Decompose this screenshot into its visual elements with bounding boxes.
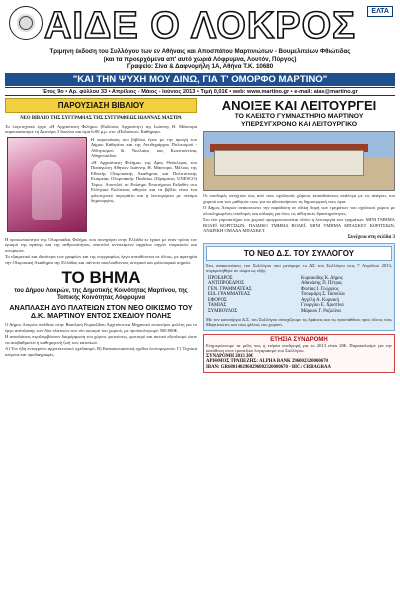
board-intro: Στις ανακοινώσεις του Συλλόγου που μετέφερε το ΔΣ του Συλλόγου στις 7 Απριλίου 2013, συγκροτήθηκε σε σώμα ως εξής:: [206, 262, 392, 273]
elta-logo: ΕΛΤΑ: [367, 6, 393, 17]
member-name: Αγγέλη Α. Κυριακή: [301, 297, 339, 303]
member-name: Φωτίας Ι. Γεώργιος: [301, 286, 339, 292]
book-feature: [5, 137, 197, 237]
vima-body-2: Η αναπλάσεις περιλαμβάνουν διαμόρφωση του χώρου, φυτεύσεις, φωτισμό και αστικό εξοπλισμό ώστε να αναβαθμιστεί η καθημερινή ζωή των κατοίκων.: [5, 334, 197, 345]
subscription-box: [203, 334, 395, 374]
gymnasium-photo: [203, 131, 395, 191]
gym-headline: ΑΝΟΙΞΕ ΚΑΙ ΛΕΙΤΟΥΡΓΕΙ: [221, 98, 377, 113]
subscription-amount: ΣΥΝΔΡΟΜΗ 2013 20€: [206, 353, 254, 359]
book-body-3: Η προσωπικότητα της Ολυμπιάδας Φιλήμα, που συνηγόρει στην Ελλάδα κι έχασε με έναν τρόπο τον ορισμό της αγάπης και της ανθρωπότητας, αποτελεί αντικείμενο αρχαίων πηγών τουρκικών και ιστορικών.: [5, 236, 197, 253]
member-role: ΕΙΔ. ΓΡΑΜΜΑΤΕΑΣ: [208, 292, 251, 298]
vima-body-1: Ο Δήμος Λοκρών ανέθεσε στην Βασιλική Κυριαζίδου Αρχιτέκτονα Μηχανικό εκπονήσει μελέτη για το έργο ανάπλασης των δύο πλατειών στο νέο οικισμό του χωριού, με προϋπολογισμό 500.000€.: [5, 322, 197, 333]
book-body-4: Το εξαιρετικό και ιδιαίτερα των γραφέων και της συγγραφέως έργο απευθύνεται σε όλους, με αφετηρία την Ολυμπιακή Ακαδημία της Ελλάδας και πάντοτε ακολουθώντας ιστορικά και φιλοσοφικά σημεία.: [5, 254, 197, 265]
book-cover-image: [7, 137, 87, 232]
board-title: ΤΟ ΝΕΟ Δ.Σ. ΤΟΥ ΣΥΛΛΟΓΟΥ: [206, 246, 392, 261]
subscription-title: ΕΤΗΣΙΑ ΣΥΝΔΡΟΜΗ: [270, 336, 328, 343]
book-heading: ΝΕΟ ΒΙΒΛΙΟ ΤΗΣ ΣΥΓΓΡΑΦΙΑΣ ΤΗΣ ΣΥΓΓΡΑΦΕΩΣ ΙΩΑΝΝΑΣ ΜΑΣΤΡΑ: [20, 116, 182, 121]
left-column: [5, 98, 197, 600]
book-intro: Το λογοτεχνικό έργο «Η Αρχαιότατη Φιλήμα» (Εκδόσεις Αρχαιότητ) της Ιωάννης Η. Μάστορα παρουσιάστηκε τη Δευτέρα 3 Ιουνίου και ώρα 6:00 μ.μ. στο «Παλιάτσο» Καθήμερο.: [5, 123, 197, 135]
gym-body-1: Οι υποδομές ανοιχτών έως από τους σχολικούς χώρους εκπαιδεύσεως ανάλογα με τις ανάγκες του χωριού και των μαθητών τους για να αξιοποιήσουν τη δημιουργική τους ώρα.: [203, 193, 395, 204]
member-name: Γεωργίου Ε. Χριστίνα: [301, 303, 344, 309]
member-name: Αθανάσης Π. Πέτρος: [301, 281, 343, 287]
issue-info-line: Έτος 9ο • Αρ. φύλλου 33 • Απρίλιος - Μάιος - Ιούνιος 2013 • Τιμή 0,01€ • web: www.martino.gr • e-mail: aias@martino.gr: [5, 87, 395, 96]
member-name: Τσουμάρη Σ. Τασούλα: [301, 292, 345, 298]
gym-subheadline-1: ΤΟ ΚΛΕΙΣΤΟ ΓΥΜΝΑΣΤΗΡΙΟ ΜΑΡΤΙΝΟΥ: [234, 113, 364, 120]
newspaper-title: ΑΙΔΕ Ο ΛΟΚΡΟΣ: [44, 5, 356, 47]
board-outro: Με τον καινούργιο Δ.Σ. του Συλλόγου συνεχίζουμε τις δράσεις και τις προσπάθειες προς όλους τους Μαρτινιώτες και τους φίλους του χωριού.: [206, 316, 392, 328]
vima-title: ΤΟ ΒΗΜΑ: [61, 268, 141, 288]
member-role: ΓΕΝ. ΓΡΑΜΜΑΤΕΑΣ: [208, 286, 252, 292]
member-name: Μάρκου Γ. Ροζαλίνα: [301, 309, 341, 315]
villages-line: (και τα προερχόμενα απ' αυτό χωριά Λόφρυμνα, Λουτόν, Πύργος): [103, 55, 297, 63]
member-role: ΠΡΟΕΔΡΟΣ: [208, 275, 233, 281]
gym-subheadline-2: ΥΠΕΡΣΥΓΧΡΟΝΟ ΚΑΙ ΛΕΙΤΟΥΡΓΙΚΟ: [241, 121, 357, 128]
member-role: ΤΑΜΙΑΣ: [208, 303, 227, 309]
board-box: [203, 243, 395, 331]
vima-headline: ΑΝΑΠΛΑΣΗ ΔΥΟ ΠΛΑΤΕΙΩΝ ΣΤΟΝ ΝΕΟ ΟΙΚΙΣΜΟ ΤΟΥ Δ.Κ. ΜΑΡΤΙΝΟΥ ΕΝΤΟΣ ΣΧΕΔΙΟΥ ΠΟΛΗΣ: [9, 303, 193, 321]
vima-section: [5, 268, 197, 320]
member-name: Κυριακίδης Κ. Δήμος: [301, 275, 343, 281]
member-role: ΑΝΤΙΠΡΟΕΔΡΟΣ: [208, 281, 244, 287]
right-column: [203, 98, 395, 600]
book-body-2: «Η Αρχαιότατη Φιλήμα» της Δρος Θεόκλεμας του Παναγιώτη Αθηνών Ιωάννης Η. Μάστορα, Μέλους της Εθνικής Ολυμπιακής Ακαδημίας και Πολιτιστικής Εταιρείας Ολυμπιακής Παιδείας (Ιδρύματος UNESCO) Τόμος. Αποτελεί το Επίσημο Επιστήμονα Εκδοθέν στο Ελληνικό Εκλύεταις αθηνών και τα βιβλίο είναι ένα φιλοτεχνικό πορτραίτο και η λεπτομέρεια με πνεύμα δημιουργίας.: [91, 159, 197, 204]
office-address: Γραφείο: Σίνα & Δαφνομήλη 1Α, Αθήνα Τ.Κ. 10680: [126, 63, 274, 71]
member-role: ΕΦΟΡΟΣ: [208, 297, 227, 303]
masthead: [5, 4, 395, 48]
publisher-line: Τριμηνη έκδοση του Συλλόγου των εν Αθήναις και Αποσπάτου Μαρτινιώτων - Βουμελιτείων Φθιώτιδας: [49, 48, 351, 55]
gym-body-3: Στο νέο γυμναστήριο του χωριού πραγματοποιείται πλέον η λειτουργία των τμημάτων: ΜΙΝΙ ΤΜΗΜΑ ΒΟΛΕΪ ΚΟΡΙΤΣΙΩΝ, ΠΑΙΔΙΚΟ ΤΜΗΜΑ ΒΟΛΕΪ, ΜΙΝΙ ΤΜΗΜΑ ΜΠΑΣΚΕΤ ΚΟΡΙΤΣΙΩΝ, ΑΝΔΡΙΚΗ ΟΜΑΔΑ ΜΠΑΣΚΕΤ.: [203, 217, 395, 233]
bank-account: ΑΡΙΘΜΟΣ ΤΡΑΠΕΖΗΣ: ALPHA BANK 296002320000670: [206, 359, 328, 365]
subscription-text: Ενημερώνουμε τα μέλη πως η ετήσια συνδρομή για το 2013 είναι 20€. Παρακαλούμε για την κατάθεση στον τραπεζικό λογαριασμό του Συλλόγου.: [206, 342, 392, 354]
book-body-1: Η παρουσίαση του βιβλίου έγινε με την αρωγή του Δήμου Καθερέου και της Αντιδημάρχου Πολιτισμού - Αθλητισμού & Νεολαίας κας Κωνσταντίνας Αθηρουσίδου.: [91, 136, 197, 159]
member-role: ΣΥΜΒΟΥΛΟΣ: [208, 309, 238, 315]
article-columns: [5, 98, 395, 600]
gym-body-2: Ο Δήμος Λοκρών ανακοινώνει την παράδοση σε οδική δομή των τμημάτων του σχολικού χώρου με ολοκληρωμένες υποδομές και κάλυψη για όλες τις αθλητικές δραστηριότητες.: [203, 205, 395, 216]
gym-headline-block: [203, 98, 395, 129]
slogan-banner: "ΚΑΙ ΤΗΝ ΨΥΧΗ ΜΟΥ ΔΙΝΩ, ΓΙΑ Τ' ΟΜΟΡΦΟ ΜΑΡΤΙΝΟ": [5, 73, 395, 86]
book-section-title: ΠΑΡΟΥΣΙΑΣΗ ΒΙΒΛΙΟΥ: [5, 98, 197, 113]
board-members-table: [206, 276, 392, 315]
vima-subtitle: του Δήμου Λοκρών, της Δημοτικής Κοινότητας Μαρτίνου, της Τοπικής Κοινότητας Λόφρυμνα: [14, 288, 188, 302]
vima-body-3: Α) Τον ήδη ενταγμένο αρχιτεκτονικό σχεδιασμό, Β) Κατασκευαστική σχέδια λεπτομερειών, Γ) Τεχνικά κείμενα και προδιαγραφές.: [5, 346, 197, 357]
iban-line: IBAN: GR6801402960296002320000670 - BIC: CRBAGRAA: [206, 364, 331, 370]
continue-note: Συνέχεια στη σελίδα 3: [347, 234, 395, 240]
table-row: [206, 309, 392, 315]
